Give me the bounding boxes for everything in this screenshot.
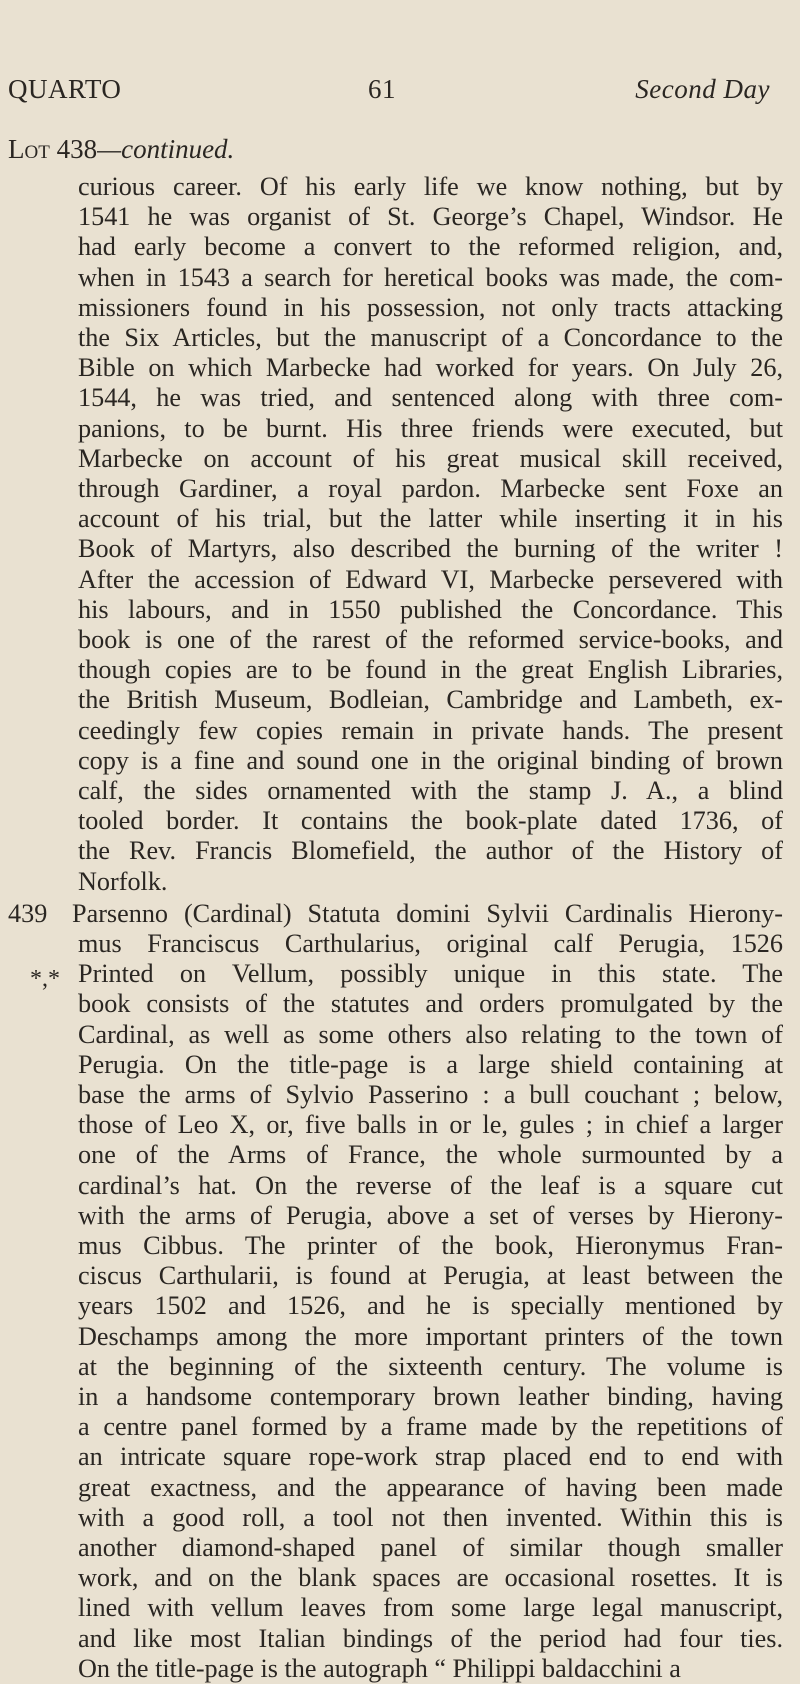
text-line: 1544, he was tried, and sentenced along with three com-: [78, 383, 783, 413]
page-number: 61: [368, 74, 396, 104]
text-line: through Gardiner, a royal pardon. Marbecke sent Foxe an: [78, 474, 783, 504]
text-line: those of Leo X, or, five balls in or le, gules ; in chief a larger: [78, 1110, 783, 1140]
text-line: ciscus Carthularii, is found at Perugia, at least between the: [78, 1261, 783, 1291]
text-line: curious career. Of his early life we know nothing, but by: [78, 172, 783, 201]
lot-438-heading: [8, 134, 234, 165]
lot-438-label: Lot 438: [8, 134, 98, 164]
text-line: and like most Italian bindings of the period had four ties.: [78, 1623, 783, 1653]
text-line: missioners found in his possession, not only tracts attacking: [78, 292, 783, 322]
lot-439-number: 439: [8, 899, 48, 928]
lot-438-description: [78, 172, 783, 897]
text-line: Book of Martyrs, also described the burning of the writer !: [78, 534, 783, 564]
text-line: at the beginning of the sixteenth century. The volume is: [78, 1351, 783, 1381]
text-line: though copies are to be found in the great English Libraries,: [78, 655, 783, 685]
text-line: another diamond-shaped panel of similar though smaller: [78, 1533, 783, 1563]
text-line: the British Museum, Bodleian, Cambridge and Lambeth, ex-: [78, 685, 783, 715]
text-line: mus Franciscus Carthularius, original calf Perugia, 1526: [78, 929, 783, 958]
text-line: On the title-page is the autograph “ Philippi baldacchini a: [78, 1653, 681, 1683]
lot-439-stars: *,*: [30, 966, 60, 992]
text-line: lined with vellum leaves from some large legal manuscript,: [78, 1593, 783, 1623]
text-line: had early become a convert to the reformed religion, and,: [78, 232, 783, 262]
text-line: a centre panel formed by a frame made by the repetitions of: [78, 1412, 783, 1442]
text-line: book is one of the rarest of the reformed service-books, and: [78, 625, 783, 655]
text-line: After the accession of Edward VI, Marbecke persevered with: [78, 564, 783, 594]
text-line: Cardinal, as well as some others also relating to the town of: [78, 1019, 783, 1049]
text-line: tooled border. It contains the book-plate dated 1736, of: [78, 806, 783, 836]
text-line: book consists of the statutes and orders promulgated by the: [78, 989, 783, 1019]
text-line: one of the Arms of France, the whole surmounted by a: [78, 1140, 783, 1170]
text-line: copy is a fine and sound one in the original binding of brown: [78, 745, 783, 775]
text-line: Perugia. On the title-page is a large shield containing at: [78, 1049, 783, 1079]
text-line: the Rev. Francis Blomefield, the author of the History of: [78, 836, 783, 866]
text-line: 1541 he was organist of St. George’s Chapel, Windsor. He: [78, 202, 783, 232]
text-line: his labours, and in 1550 published the Concordance. This: [78, 594, 783, 624]
text-line: base the arms of Sylvio Passerino : a bull couchant ; below,: [78, 1080, 783, 1110]
text-line: account of his trial, but the latter while inserting it in his: [78, 504, 783, 534]
text-line: mus Cibbus. The printer of the book, Hieronymus Fran-: [78, 1231, 783, 1261]
lot-439-title: [72, 899, 783, 929]
lot-439-first-line: Parsenno (Cardinal) Statuta domini Sylvii Cardinalis Hierony-: [72, 899, 783, 928]
text-line: in a handsome contemporary brown leather binding, having: [78, 1382, 783, 1412]
text-line: Deschamps among the more important printers of the town: [78, 1321, 783, 1351]
page-header: [0, 74, 800, 114]
text-line: panions, to be burnt. His three friends were executed, but: [78, 413, 783, 443]
header-format: QUARTO: [8, 74, 122, 104]
text-line: an intricate square rope-work strap placed end to end with: [78, 1442, 783, 1472]
text-line: Norfolk.: [78, 866, 168, 896]
text-line: great exactness, and the appearance of having been made: [78, 1472, 783, 1502]
text-line: work, and on the blank spaces are occasional rosettes. It is: [78, 1563, 783, 1593]
lot-438-continued: —continued.: [97, 134, 235, 164]
text-line: calf, the sides ornamented with the stamp J. A., a blind: [78, 776, 783, 806]
text-line: the Six Articles, but the manuscript of a Concordance to the: [78, 323, 783, 353]
text-line: when in 1543 a search for heretical books was made, the com-: [78, 262, 783, 292]
text-line: ceedingly few copies remain in private hands. The present: [78, 715, 783, 745]
header-sale-day: Second Day: [635, 74, 770, 104]
text-line: Printed on Vellum, possibly unique in this state. The: [78, 959, 783, 989]
text-line: with the arms of Perugia, above a set of verses by Hierony-: [78, 1200, 783, 1230]
text-line: with a good roll, a tool not then invented. Within this is: [78, 1502, 783, 1532]
text-line: cardinal’s hat. On the reverse of the leaf is a square cut: [78, 1170, 783, 1200]
text-line: Marbecke on account of his great musical skill received,: [78, 443, 783, 473]
lot-439-description: [78, 929, 783, 1684]
text-line: years 1502 and 1526, and he is specially mentioned by: [78, 1291, 783, 1321]
text-line: Bible on which Marbecke had worked for years. On July 26,: [78, 353, 783, 383]
